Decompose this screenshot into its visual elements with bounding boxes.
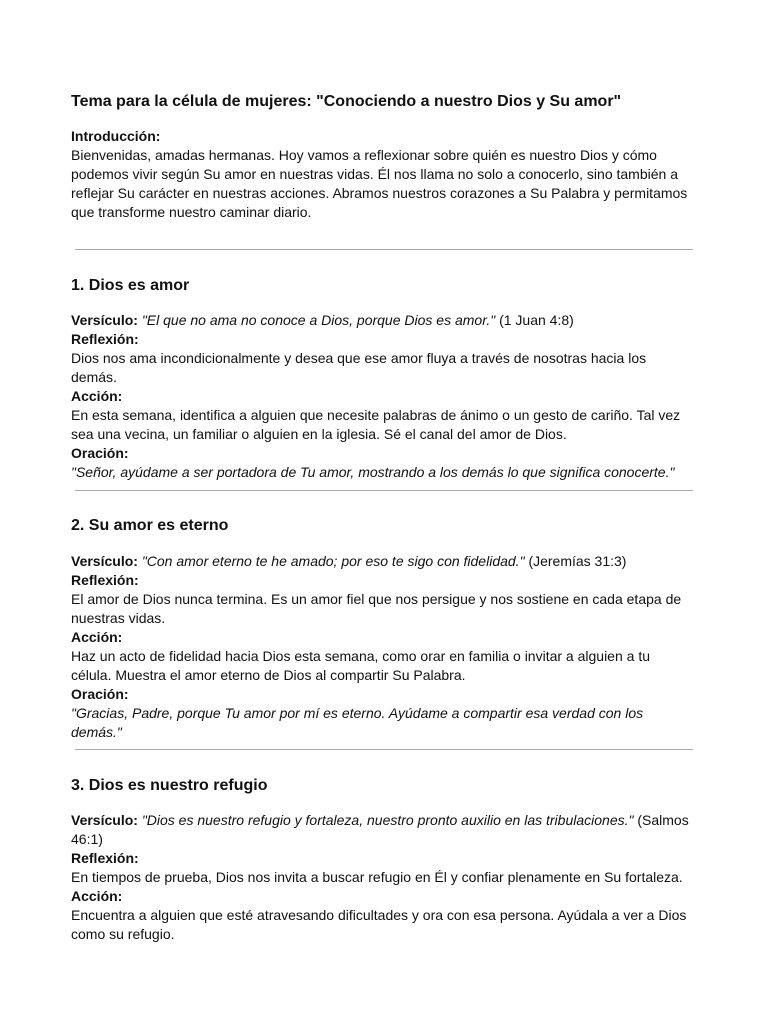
verse-reference: (1 Juan 4:8) bbox=[499, 312, 574, 328]
action-label: Acción: bbox=[71, 888, 123, 904]
action-label: Acción: bbox=[71, 629, 123, 645]
section-title: 2. Su amor es eterno bbox=[71, 517, 229, 534]
verse-line bbox=[71, 811, 693, 849]
verse-reference: (Salmos 46:1) bbox=[71, 812, 689, 847]
action-text: En esta semana, identifica a alguien que necesite palabras de ánimo o un gesto de cariño. Tal vez sea una vecina, un familiar o alguien en la iglesia. Sé el canal del amor de Dios. bbox=[71, 407, 681, 442]
section-title: 3. Dios es nuestro refugio bbox=[71, 777, 268, 794]
divider bbox=[75, 490, 693, 491]
section-title: 1. Dios es amor bbox=[71, 277, 190, 294]
verse-reference: (Jeremías 31:3) bbox=[528, 553, 627, 569]
reflection-label: Reflexión: bbox=[71, 331, 139, 347]
intro-text: Bienvenidas, amadas hermanas. Hoy vamos a reflexionar sobre quién es nuestro Dios y cómo podemos vivir según Su amor en nuestras vidas. Él nos llama no solo a conocerlo, sino también a reflejar Su carácter en nuestras acciones. Abramos nuestros corazones a Su Palabra y permitamos que transforme nuestro caminar diario. bbox=[71, 147, 688, 220]
verse-text: "El que no ama no conoce a Dios, porque Dios es amor." bbox=[141, 312, 496, 328]
verse-label: Versículo: bbox=[71, 812, 138, 828]
reflection-text: Dios nos ama incondicionalmente y desea que ese amor fluya a través de nosotras hacia los demás. bbox=[71, 350, 647, 385]
verse-line bbox=[71, 552, 693, 571]
verse-label: Versículo: bbox=[71, 312, 138, 328]
prayer-label: Oración: bbox=[71, 445, 129, 461]
introduction bbox=[71, 127, 693, 222]
verse-text: "Con amor eterno te he amado; por eso te sigo con fidelidad." bbox=[141, 553, 525, 569]
document-title: Tema para la célula de mujeres: "Conociendo a nuestro Dios y Su amor" bbox=[71, 93, 622, 110]
verse-line bbox=[71, 311, 693, 330]
action-text: Encuentra a alguien que esté atravesando dificultades y ora con esa persona. Ayúdala a ver a Dios como su refugio. bbox=[71, 907, 687, 942]
reflection-text: En tiempos de prueba, Dios nos invita a buscar refugio en Él y confiar plenamente en Su fortaleza. bbox=[71, 869, 683, 885]
intro-label: Introducción: bbox=[71, 128, 161, 144]
prayer-label: Oración: bbox=[71, 686, 129, 702]
verse-label: Versículo: bbox=[71, 553, 138, 569]
reflection-label: Reflexión: bbox=[71, 850, 139, 866]
section-body bbox=[71, 552, 693, 742]
divider bbox=[75, 249, 693, 250]
prayer-text: "Gracias, Padre, porque Tu amor por mí es eterno. Ayúdame a compartir esa verdad con los demás." bbox=[71, 705, 644, 740]
reflection-text: El amor de Dios nunca termina. Es un amor fiel que nos persigue y nos sostiene en cada etapa de nuestras vidas. bbox=[71, 591, 682, 626]
prayer-text: "Señor, ayúdame a ser portadora de Tu amor, mostrando a los demás lo que significa conocerte." bbox=[71, 464, 675, 480]
section-body bbox=[71, 311, 693, 482]
reflection-label: Reflexión: bbox=[71, 572, 139, 588]
divider bbox=[75, 749, 693, 750]
verse-text: "Dios es nuestro refugio y fortaleza, nuestro pronto auxilio en las tribulaciones." bbox=[141, 812, 634, 828]
action-label: Acción: bbox=[71, 388, 123, 404]
action-text: Haz un acto de fidelidad hacia Dios esta semana, como orar en familia o invitar a alguien a tu célula. Muestra el amor eterno de Dios al compartir Su Palabra. bbox=[71, 648, 650, 683]
section-body bbox=[71, 811, 693, 944]
